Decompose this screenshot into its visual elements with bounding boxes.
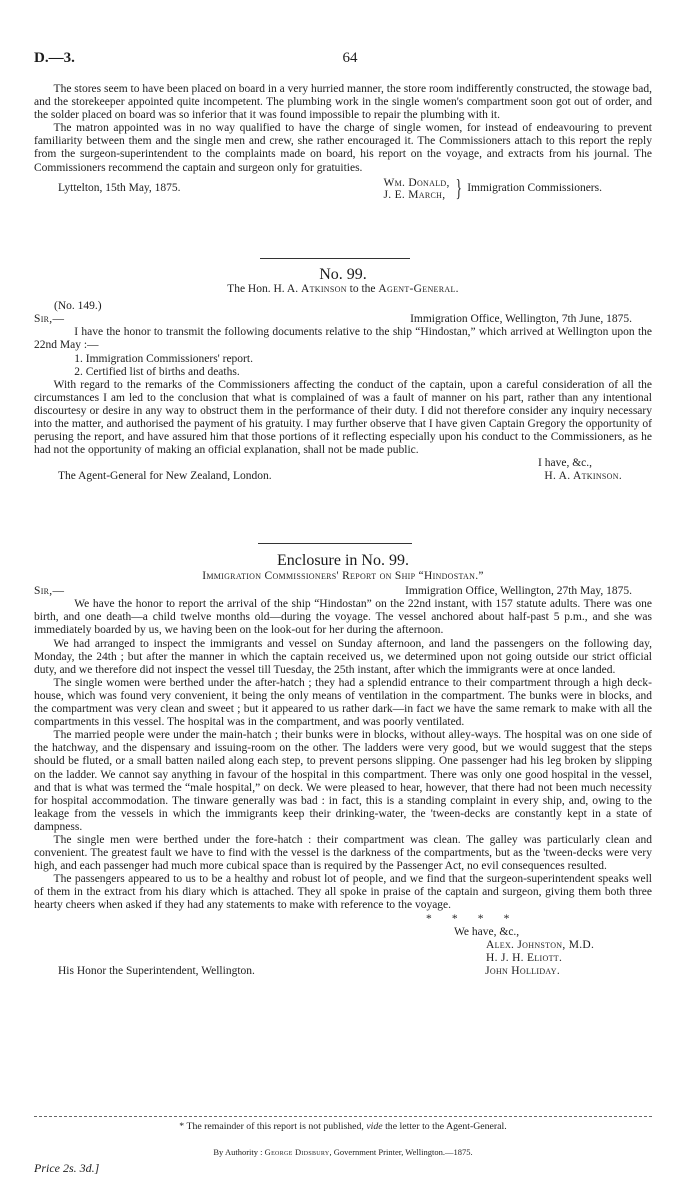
- page-number: 64: [342, 50, 358, 66]
- commissioners-signature-row: [34, 177, 652, 201]
- letter-ref-number: (No. 149.): [54, 300, 102, 313]
- section-divider: [258, 543, 412, 544]
- enclosure-subtitle: Immigration Commissioners' Report on Ship “Hindostan.”: [202, 570, 484, 583]
- enclosure-in-no-99: [34, 554, 652, 978]
- subtitle-prefix: The Hon. H. A.: [227, 283, 301, 296]
- signatory-name: Alex. Johnston, M.D.: [486, 938, 595, 951]
- enclosure-address: Immigration Office, Wellington, 27th May, 1875.: [405, 585, 632, 598]
- enclosure-list-item: 1. Immigration Commissioners' report.: [74, 352, 253, 365]
- enclosure-paragraph: The passengers appeared to us to be a healthy and robust lot of people, and we find that the surgeon-superintendent speaks well of them in the extract from his diary which is attached. They all spoke in praise of the captain and surgeon, giving them both three hearty cheers when asked if they had any statements to make with reference to the voyage.: [34, 873, 652, 912]
- enclosure-paragraph: The single men were berthed under the fore-hatch : their compartment was clean. The galley was particularly clean and convenient. The greatest fault we have to find with the vessel is the darkness of the compartments, but as the 'tween-decks were very high, and each passenger had much more cubical space than is required by the Passenger Act, no evil consequences resulted.: [34, 833, 652, 873]
- enclosure-signature-row: [34, 965, 652, 978]
- place-date: Lyttelton, 15th May, 1875.: [58, 182, 181, 195]
- salutation: Sir,—: [34, 585, 65, 598]
- commissioner-name: J. E. March,: [383, 188, 446, 201]
- footnote-vide: vide: [366, 1121, 383, 1132]
- signatory-name: John Holliday.: [485, 964, 560, 977]
- enclosure-paragraph: We have the honor to report the arrival of the ship “Hindostan” on the 22nd instant, with 157 statute adults. There was one birth, and one death—a child twelve months old—during the voyage. The vessel anchored about half-past 5 p.m., and she was immediately boarded by us, we having been on the look-out for her during the afternoon.: [34, 598, 652, 637]
- imprint: [34, 1147, 652, 1157]
- footnote: [34, 1121, 652, 1132]
- omission-asterisks: * * * *: [426, 912, 510, 925]
- letter-body: With regard to the remarks of the Commissioners affecting the conduct of the captain, upon a careful consideration of all the circumstances I am led to the conclusion that what is complained of was a fault of manner on his part, rather than any intentional discourtesy or desire in any way to obstruct them in the performance of their duty. I did not therefore consider any inquiry necessary into the matter, and authorised the payment of his gratuity. I may further observe that I have given Captain Gregory the opportunity of perusing the report, and have assured him that those portions of it reflecting especially upon his conduct to the Commissioners, as he had not the opportunity of making an official explanation, shall not be made public.: [34, 378, 652, 457]
- enclosure-list-item: 2. Certified list of births and deaths.: [74, 365, 240, 378]
- enclosure-paragraph: We had arranged to inspect the immigrants and vessel on Sunday afternoon, and land the passengers on the following day, Monday, the 24th ; but after the manner in which the captain received us, we determined upon not going outside our strict official duty, and we therefore did not inspect the vessel till Tuesday, the 25th instant, after which the immigrants were at once landed.: [34, 637, 652, 676]
- footnote-divider: [34, 1116, 652, 1117]
- letter-to: Agent-General.: [378, 283, 459, 296]
- salutation-row: [34, 585, 652, 598]
- commissioners-role: Immigration Commissioners.: [467, 182, 602, 195]
- document-reference: D.—3.: [34, 50, 75, 66]
- footnote-text-end: the letter to the Agent-General.: [382, 1121, 507, 1132]
- section-divider: [260, 258, 410, 259]
- imprint-printer: George Didsbury: [264, 1147, 330, 1157]
- commissioner-name: Wm. Donald,: [383, 176, 450, 189]
- subtitle-mid: to the: [346, 283, 379, 296]
- enclosure-addressee: His Honor the Superintendent, Wellington.: [58, 964, 255, 977]
- enclosure-title: Enclosure in No. 99.: [277, 552, 409, 569]
- imprint-prefix: By Authority :: [213, 1147, 265, 1157]
- enclosure-paragraph: The single women were berthed under the after-hatch ; they had a splendid entrance to their compartment through a high deck-house, which was found very convenient, it being the only means of ventilation in the compartment. The bunks were in blocks, and the compartment was very clean and sweet ; but it appeared to us rather dark—in fact we have the same remark to make with all the compartments in this vessel. The hospital was in the compartment, and was poorly ventilated.: [34, 676, 652, 729]
- imprint-suffix: , Government Printer, Wellington.—1875.: [329, 1147, 473, 1157]
- enclosure-closing: We have, &c.,: [454, 925, 520, 938]
- letter-no-99: [34, 268, 652, 484]
- salutation-row: [34, 313, 652, 326]
- salutation: Sir,—: [34, 313, 65, 326]
- footnote-text: * The remainder of this report is not published,: [179, 1121, 367, 1132]
- commissioners-signatures: [383, 177, 602, 201]
- letter-closing: I have, &c.,: [538, 457, 592, 470]
- letter-from: Atkinson: [300, 283, 347, 296]
- signatory-name: H. J. H. Eliott.: [486, 951, 563, 964]
- letter-title: No. 99.: [319, 266, 367, 283]
- price: Price 2s. 3d.]: [34, 1161, 100, 1175]
- letter-signature-row: [34, 470, 652, 483]
- letter-address: Immigration Office, Wellington, 7th June, 1875.: [410, 313, 632, 326]
- letter-addressee: The Agent-General for New Zealand, London.: [58, 470, 272, 483]
- letter-intro: I have the honor to transmit the following documents relative to the ship “Hindostan,” which arrived at Wellington upon the 22nd May :—: [34, 326, 652, 352]
- paragraph-matron: The matron appointed was in no way qualified to have the charge of single women, for instead of endeavouring to prevent familiarity between them and the single men and crew, she rather encouraged it. The Commissioners attach to this report the reply from the surgeon-superintendent to the complaints made on board, his report on the voyage, and extracts from his journal. The Commissioners recommend the captain and surgeon only for gratuities.: [34, 122, 652, 174]
- enclosure-paragraph: The married people were under the main-hatch ; their bunks were in blocks, without alley-ways. The hospital was on one side of the hatchway, and the dispensary and issuing-room on the other. The ladders were very good, but we would suggest that the steps should be fluted, or a small batten nailed along each step, to prevent persons slipping. One passenger had his leg broken by slipping on the ladder. We cannot say anything in favour of the hospital in this compartment. There was only one good hospital in the vessel, and that is what was termed the “male hospital,” on deck. We were pleased to hear, however, that there had not been much necessity for hospital accommodation. The tinware generally was bad : in fact, this is a standing complaint in every ship, and, owing to the leakage from the vessels in which the immigrants keep their drinking-water, the 'tween-decks are constantly kept in a state of dampness.: [34, 729, 652, 833]
- enclosure-signatories: [34, 939, 652, 965]
- brace-icon: }: [455, 175, 462, 202]
- letter-subtitle: [34, 283, 652, 296]
- commissioner-names: [383, 177, 449, 201]
- paragraph-stores: The stores seem to have been placed on board in a very hurried manner, the store room indifferently constructed, the stowage bad, and the storekeeper appointed quite incompetent. The plumbing work in the single women's compartment soon got out of order, and the solder placed on board was so inferior that it was found impossible to repair the plumbing with it.: [34, 83, 652, 122]
- letter-signatory: H. A. Atkinson.: [544, 470, 622, 483]
- commissioners-report-ending: [34, 83, 652, 201]
